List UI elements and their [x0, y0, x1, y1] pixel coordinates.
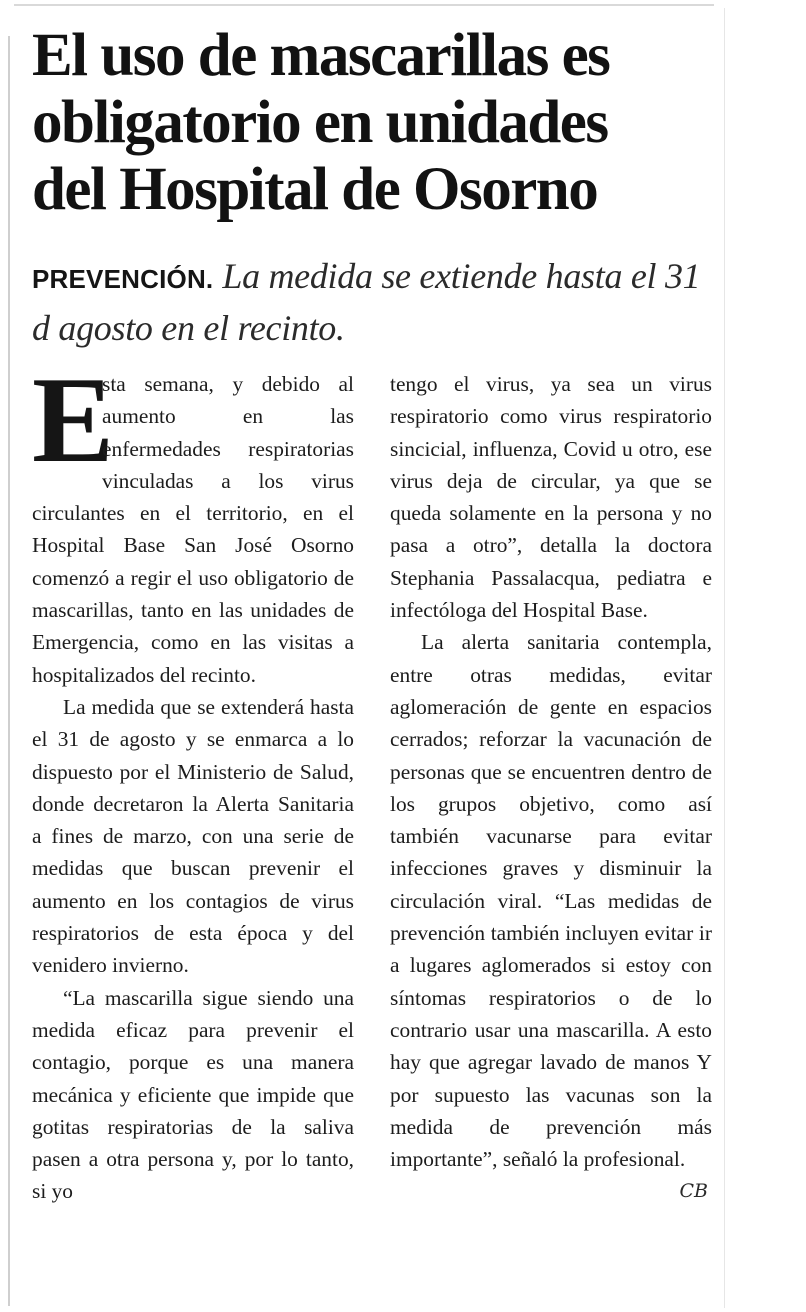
- end-of-article-mark: CB: [679, 1180, 708, 1203]
- body-column-2: [390, 368, 712, 1208]
- top-rule: [14, 4, 714, 6]
- body-column-1: [32, 351, 354, 1208]
- headline-line-2: obligatorio en unidades: [32, 89, 608, 156]
- drop-cap: E: [32, 351, 115, 488]
- subheadline: [32, 252, 722, 353]
- paragraph-4-text: La alerta sanitaria contempla, entre otras medidas, evitar aglomeración de gente en espacios cerrados; reforzar la vacunación de personas que se encuentren dentro de los grupos objetivo, como así también vacunarse para evitar infecciones graves y disminuir la circulación viral. “Las medidas de prevención también incluyen evitar ir a lugares aglomerados si estoy con síntomas respiratorios o de lo contrario usar una mascarilla. A esto hay que agregar lavado de manos Y por supuesto las vacunas son la medida de prevención más importante”, señaló la profesional.: [390, 630, 712, 1172]
- paragraph-2: La medida que se extenderá hasta el 31 de agosto y se enmarca a lo dispuesto por el Ministerio de Salud, donde decretaron la Alerta Sanitaria a fines de marzo, con una serie de medidas que buscan prevenir el aumento en los contagios de virus respiratorios de esta época y del venidero invierno.: [32, 694, 354, 978]
- headline-line-3: del Hospital de Osorno: [32, 156, 598, 223]
- deck-text: La medida se extiende hasta el 31 d agosto en el recinto.: [32, 256, 701, 348]
- paragraph-3: “La mascarilla sigue siendo una medida eficaz para prevenir el contagio, porque es una manera mecánica y eficiente que impide que gotitas respiratorias de la saliva pasen a otra persona y, por lo tanto, si yo: [32, 985, 354, 1204]
- section-kicker: PREVENCIÓN.: [32, 264, 214, 294]
- right-margin-rule: [724, 8, 725, 1308]
- headline: [32, 22, 722, 223]
- paragraph-4: [390, 626, 712, 1203]
- headline-line-1: El uso de mascarillas es: [32, 22, 610, 89]
- paragraph-1-text: sta semana, y debido al aumento en las enfermedades respiratorias vinculadas a los virus circulantes en el territorio, en el Hospital Base San José Osorno comenzó a regir el uso obligatorio de mascarillas, tanto en las unidades de Emergencia, como en las visitas a hospitalizados del recinto.: [32, 372, 354, 687]
- paragraph-3-continued: tengo el virus, ya sea un virus respiratorio como virus respiratorio sincicial, influenza, Covid u otro, ese virus deja de circular, ya que se queda solamente en la persona y no pasa a otro”, detalla la doctora Stephania Passalacqua, pediatra e infectóloga del Hospital Base.: [390, 372, 712, 623]
- paragraph-1: [32, 351, 354, 691]
- left-margin-rule: [8, 36, 10, 1306]
